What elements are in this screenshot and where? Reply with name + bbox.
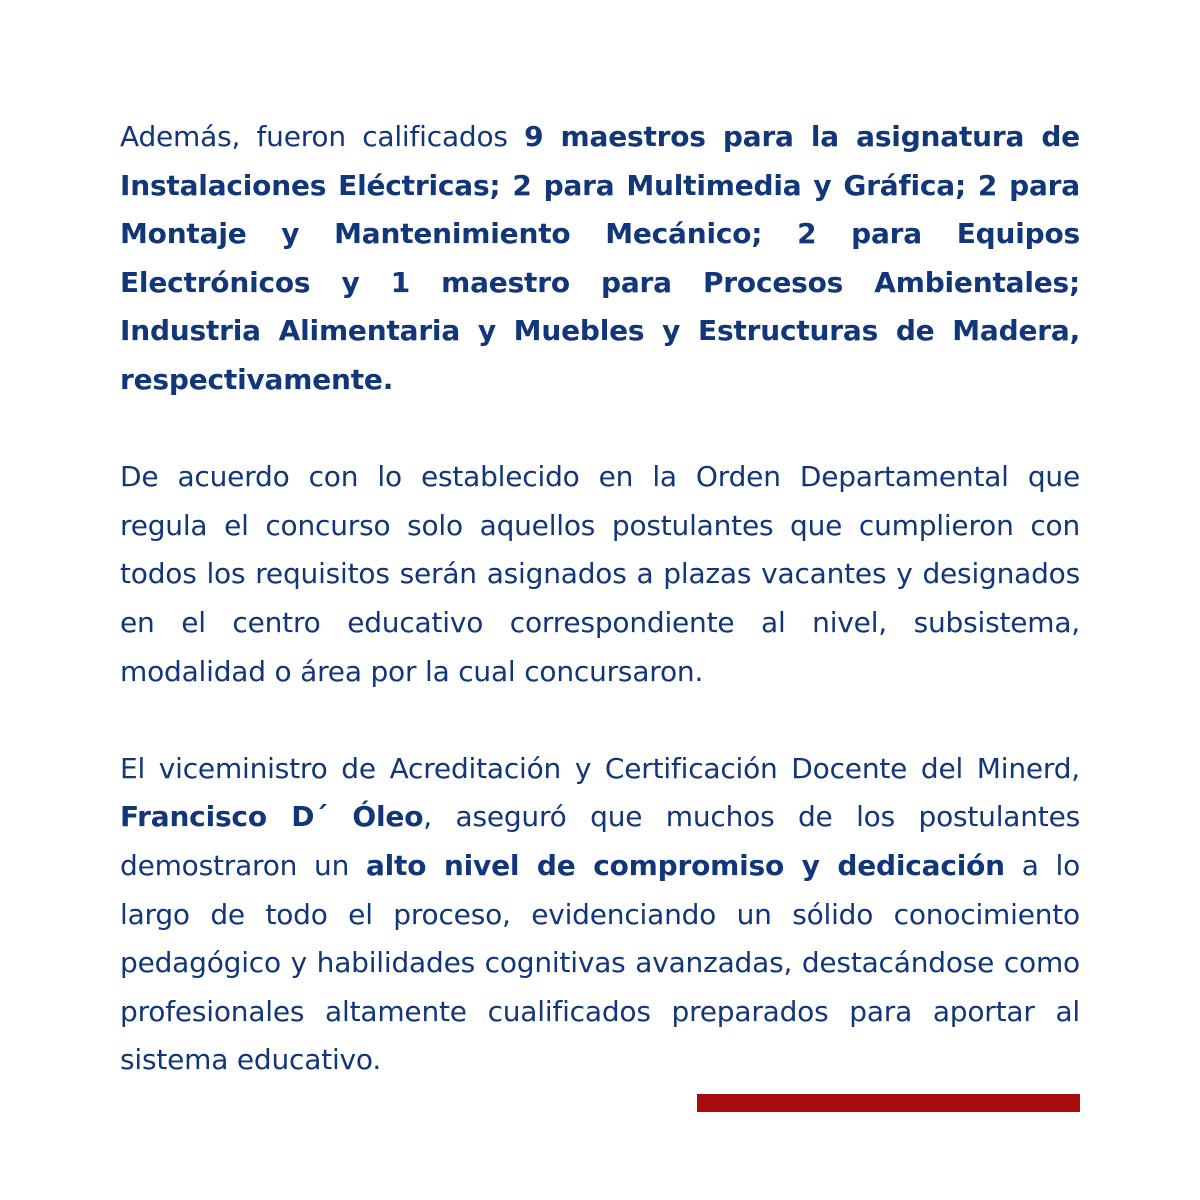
text-run: El viceministro de Acreditación y Certificación Docente del Minerd, [120,751,1080,785]
paragraph-departmental-order [120,453,1080,696]
bold-text-run: 9 maestros para la asignatura de Instalaciones Eléctricas; 2 para Multimedia y Gráfica; 2 para Montaje y Mantenimiento Mecánico; 2 para Equipos Electrónicos y 1 maestro para Procesos Ambientales; Industria Alimentaria y Muebles y Estructuras de Madera, respectivamente. [120,120,1080,396]
paragraph-qualified-teachers [120,113,1080,405]
text-run: De acuerdo con lo establecido en la Orden Departamental que regula el concurso solo aquellos postulantes que cumplieron con todos los requisitos serán asignados a plazas vacantes y designados en el centro educativo correspondiente al nivel, subsistema, modalidad o área por la cual concursaron. [120,460,1080,688]
red-accent-bar [697,1094,1080,1112]
article-body [120,113,1080,1085]
text-run: Además, fueron calificados [120,120,525,153]
bold-text-run: Francisco D´ Óleo [120,800,424,834]
text-run: a lo largo de todo el proceso, evidenciando un sólido conocimiento pedagógico y habilidades cognitivas avanzadas, destacándose como profesionales altamente cualificados preparados para aportar al sistema educativo. [120,848,1080,1077]
paragraph-vice-minister-quote [120,745,1080,1085]
text-run: , aseguró que muchos de los postulantes demostraron un [120,800,1080,882]
bold-text-run: alto nivel de compromiso y dedicación [365,848,1005,882]
